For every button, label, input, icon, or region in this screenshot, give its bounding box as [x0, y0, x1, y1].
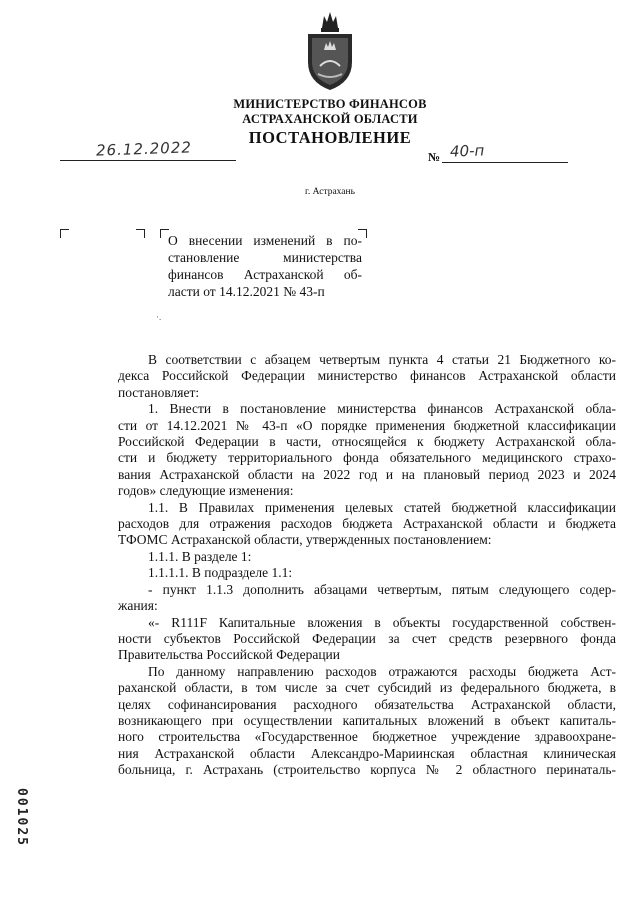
- document-subject: [168, 232, 362, 300]
- body-line: постановляет:: [118, 384, 200, 400]
- body-line: раханской области, в том числе за счет субсидий из федерального бюджета, в: [118, 680, 616, 696]
- body-line: жания:: [118, 598, 158, 614]
- scan-speck: ·.: [156, 312, 162, 322]
- number-label: №: [428, 150, 441, 164]
- body-line: расходов для отражения расходов бюджета Астраханской области и бюджета: [118, 516, 616, 532]
- subject-line: ласти от 14.12.2021 № 43-п: [168, 284, 325, 299]
- body-line: Российской Федерации в части, относящейся к бюджету Астраханской обла-: [118, 434, 616, 450]
- body-line: 1. Внести в постановление министерства финансов Астраханской обла-: [148, 401, 616, 417]
- document-type-title: ПОСТАНОВЛЕНИЕ: [248, 128, 412, 147]
- body-line: больница, г. Астрахань (строительство корпуса № 2 областного перинаталь-: [118, 762, 616, 778]
- body-line: сти от 14.12.2021 № 43-п «О порядке применения бюджетной классификации: [118, 417, 616, 433]
- body-line: целях софинансирования расходного обязательства Астраханской области,: [118, 696, 616, 712]
- subject-line: О внесении изменений в по-: [168, 233, 362, 248]
- body-line: ТФОМС Астраханской области, утвержденных постановлением:: [118, 532, 492, 548]
- body-line: По данному направлению расходов отражаются расходы бюджета Аст-: [148, 663, 616, 679]
- body-line: 1.1.1.1. В подразделе 1.1:: [148, 565, 293, 581]
- body-line: 1.1. В Правилах применения целевых статей бюджетной классификации: [148, 499, 616, 515]
- body-line: 1.1.1. В разделе 1:: [148, 548, 252, 564]
- handwritten-date: 26.12.2022: [95, 138, 193, 160]
- body-line: годов» следующие изменения:: [118, 483, 294, 499]
- page-serial-stamp: 001025: [13, 788, 29, 847]
- handwritten-number: 40-п: [449, 141, 485, 161]
- coat-of-arms-emblem: [300, 10, 360, 94]
- body-line: сти и бюджету территориального фонда обязательного медицинского страхо-: [118, 450, 616, 466]
- ministry-name-line2: АСТРАХАНСКОЙ ОБЛАСТИ: [242, 112, 418, 126]
- body-line: ности субъектов Российской Федерации за счет средств резервного фонда: [118, 630, 616, 646]
- document-body: [118, 352, 616, 779]
- body-line: ного строительства «Государственное бюджетное учреждение здравоохране-: [118, 729, 616, 745]
- city-label: г. Астрахань: [305, 187, 355, 197]
- body-line: вания Астраханской области на 2022 год и на плановый период 2023 и 2024: [118, 466, 616, 482]
- date-underline: [60, 160, 236, 161]
- body-line: В соответствии с абзацем четвертым пункта 4 статьи 21 Бюджетного ко-: [148, 352, 616, 367]
- body-line: возникающего при осуществлении капитальных вложений в объект капиталь-: [118, 712, 616, 728]
- body-line: ния Астраханской области Александро-Мариинская областная клиническая: [118, 745, 616, 761]
- body-line: Правительства Российской Федерации: [118, 647, 340, 663]
- subject-line: финансов Астраханской об-: [168, 267, 362, 282]
- ministry-name-line1: МИНИСТЕРСТВО ФИНАНСОВ: [233, 97, 427, 111]
- body-line: «- R111F Капитальные вложения в объекты государственной собствен-: [148, 614, 616, 630]
- subject-line: становление министерства: [168, 250, 362, 265]
- number-underline: [442, 162, 568, 163]
- body-line: декса Российской Федерации министерство финансов Астраханской области: [118, 368, 616, 384]
- corner-mark: [60, 229, 69, 238]
- corner-mark: [136, 229, 145, 238]
- body-line: - пункт 1.1.3 дополнить абзацами четвертым, пятым следующего содер-: [148, 581, 616, 597]
